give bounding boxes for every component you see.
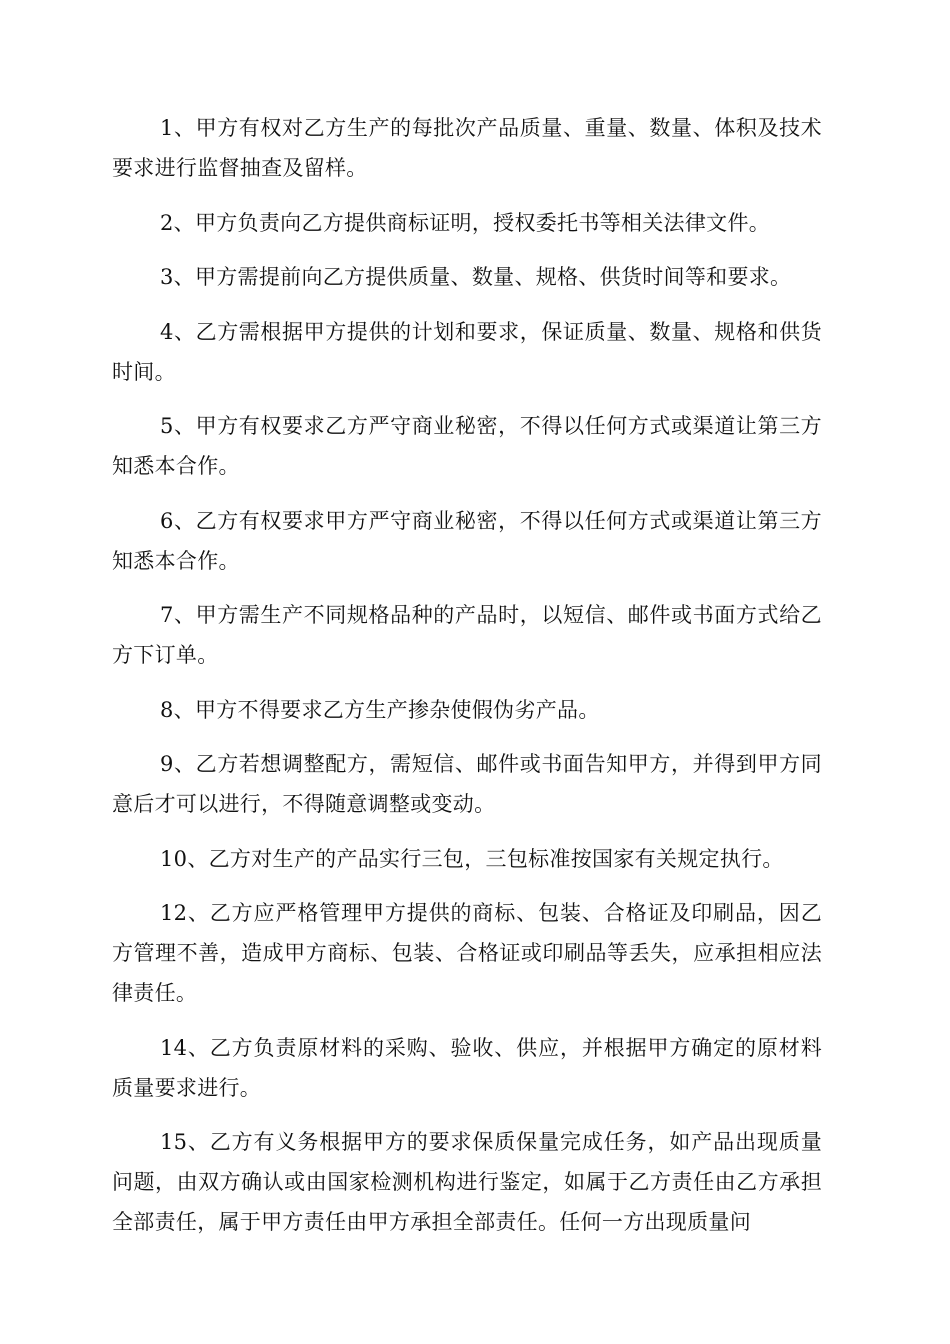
clause-6: 6、乙方有权要求甲方严守商业秘密，不得以任何方式或渠道让第三方知悉本合作。 [112, 508, 822, 573]
clause-8: 8、甲方不得要求乙方生产掺杂使假伪劣产品。 [160, 697, 600, 722]
clause-10: 10、乙方对生产的产品实行三包，三包标准按国家有关规定执行。 [160, 846, 784, 871]
clause-2: 2、甲方负责向乙方提供商标证明，授权委托书等相关法律文件。 [160, 210, 771, 235]
clause-1: 1、甲方有权对乙方生产的每批次产品质量、重量、数量、体积及技术要求进行监督抽查及留样。 [112, 116, 822, 180]
clause-15: 15、乙方有义务根据甲方的要求保质保量完成任务，如产品出现质量问题，由双方确认或由国家检测机构进行鉴定，如属于乙方责任由乙方承担全部责任，属于甲方责任由甲方承担全部责任。任何一方出现质量问 [112, 1130, 822, 1234]
clause-4: 4、乙方需根据甲方提供的计划和要求，保证质量、数量、规格和供货时间。 [112, 319, 822, 384]
clause-9: 9、乙方若想调整配方，需短信、邮件或书面告知甲方，并得到甲方同意后才可以进行，不得随意调整或变动。 [112, 752, 822, 816]
clause-12: 12、乙方应严格管理甲方提供的商标、包装、合格证及印刷品，因乙方管理不善，造成甲方商标、包装、合格证或印刷品等丢失，应承担相应法律责任。 [112, 901, 822, 1005]
contract-clauses [112, 108, 822, 1257]
clause-3: 3、甲方需提前向乙方提供质量、数量、规格、供货时间等和要求。 [160, 265, 792, 289]
clause-7: 7、甲方需生产不同规格品种的产品时，以短信、邮件或书面方式给乙方下订单。 [112, 603, 822, 667]
clause-14: 14、乙方负责原材料的采购、验收、供应，并根据甲方确定的原材料质量要求进行。 [112, 1035, 822, 1100]
clause-5: 5、甲方有权要求乙方严守商业秘密，不得以任何方式或渠道让第三方知悉本合作。 [112, 414, 822, 478]
